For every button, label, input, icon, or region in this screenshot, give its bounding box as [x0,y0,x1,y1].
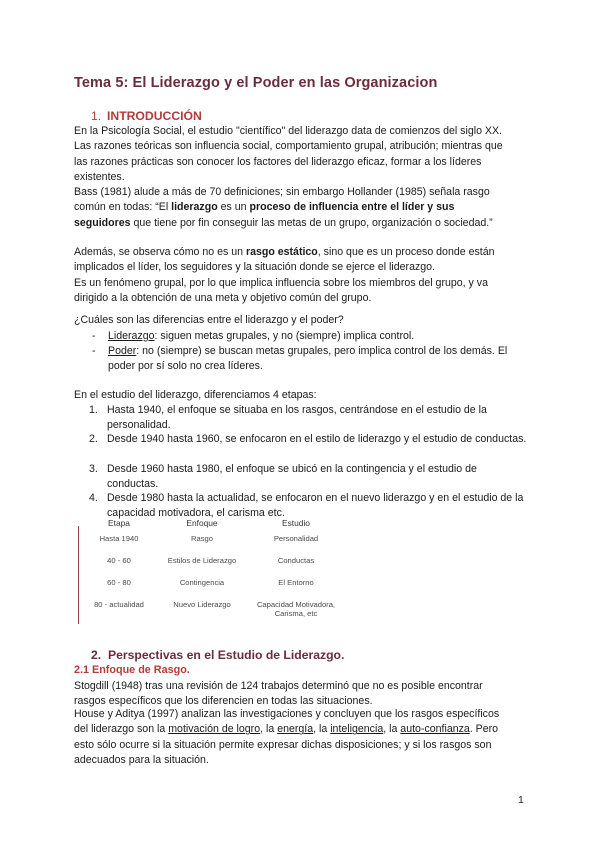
section-title: Perspectivas en el Estudio de Liderazgo. [108,648,345,662]
table-cell: Capacidad Motivadora, Carisma, etc [256,600,336,618]
text-line: adecuados para la situación. [74,754,209,767]
stages-table [80,518,346,622]
stage-item-3: 3. Desde 1960 hasta 1980, el enfoque se ubicó en la contingencia y el estudio de conductas. [89,463,477,491]
list-item-poder: - Poder: no (siempre) se buscan metas grupales, pero implica control de los demás. El poder por sí solo no crea líderes. [92,345,508,373]
text-line: Las razones teóricas son influencia social, comportamiento grupal, atribución; mientras que [74,140,503,153]
list-bullet: - [92,345,96,357]
table-cell: Rasgo [191,534,213,543]
table-header: Estudio [282,518,310,528]
text-line: Bass (1981) alude a más de 70 definiciones; sin embargo Hollander (1985) señala rasgo [74,186,490,198]
section-number: 2. [91,648,102,662]
table-row [80,556,346,578]
table-cell: Estilos de Liderazgo [167,556,237,565]
text-line: seguidores que tiene por fin conseguir las metas de un grupo, organización o sociedad.” [74,216,493,229]
stage-item-2: 2. Desde 1940 hasta 1960, se enfocaron en el estilo de liderazgo y el estudio de conductas. [89,433,527,445]
table-cell: Conductas [277,556,315,565]
table-cell: Personalidad [273,534,319,543]
page-number: 1 [518,794,524,806]
stogdill-paragraph [74,679,534,710]
text-line: implicados el líder, los seguidores y la situación donde se ejerce el liderazgo. [74,261,435,274]
section-heading-introduccion [91,109,202,123]
table-left-rule [78,526,79,624]
list-item-liderazgo: - Liderazgo: siguen metas grupales, y no (siempre) implica control. [92,329,532,344]
stages-intro: En el estudio del liderazgo, diferenciamos 4 etapas: [74,389,317,401]
text-line: común en todas: “El liderazgo es un proceso de influencia entre el líder y sus [74,201,455,214]
section-heading-perspectivas [91,648,344,662]
list-bullet: - [92,330,96,342]
text-line: Stogdill (1948) tras una revisión de 124 trabajos determinó que no es posible encontrar [74,680,483,692]
text-line: esto sólo ocurre si la situación permite expresar dichas disposiciones; y si los rasgos son [74,738,492,751]
table-cell: 60 - 80 [107,578,131,587]
text-line: las razones prácticas son conocer los factores del liderazgo eficaz, formar a los líderes [74,155,482,168]
table-header: Enfoque [186,518,218,528]
definition-paragraph [74,185,534,231]
question-line: ¿Cuáles son las diferencias entre el liderazgo y el poder? [74,314,344,326]
text-line: Además, se observa cómo no es un rasgo estático, sino que es un proceso donde están [74,246,495,258]
table-header: Etapa [108,518,130,528]
stage-item-4: 4. Desde 1980 hasta la actualidad, se enfocaron en el nuevo liderazgo y en el estudio de la capacidad motivadora, el carisma etc. [89,492,524,520]
table-cell: Hasta 1940 [99,534,139,543]
page-title: Tema 5: El Liderazgo y el Poder en las Organizacion [74,75,438,91]
table-row [80,600,346,622]
table-cell: Nuevo Liderazgo [173,600,231,609]
table-row [80,534,346,556]
text-line: Es un fenómeno grupal, por lo que implica influencia sobre los miembros del grupo, y va [74,276,488,289]
stage-item-1: 1. Hasta 1940, el enfoque se situaba en los rasgos, centrándose en el estudio de la personalidad. [89,404,487,432]
table-cell: 40 - 60 [107,556,131,565]
text-line: House y Aditya (1997) analizan las investigaciones y concluyen que los rasgos específicos [74,708,500,720]
table-cell: Contingencia [179,578,225,587]
table-row [80,578,346,600]
text-line: rasgos específicos que los diferencien en todas las situaciones. [74,695,373,708]
text-line: existentes. [74,171,125,184]
section-title: INTRODUCCIÓN [107,109,202,123]
text-line: del liderazgo son la motivación de logro, la energía, la inteligencia, la auto-confianza. Pero [74,723,499,736]
text-line: En la Psicología Social, el estudio "científico" del liderazgo data de comienzos del siglo XX. [74,125,502,137]
section-number: 1. [91,109,102,123]
table-cell: 80 - actualidad [94,600,144,609]
table-cell: El Entorno [278,578,314,587]
intro-paragraph [74,124,534,186]
table-header-row [80,518,346,534]
text-line: dirigido a la obtención de una meta y objetivo común del grupo. [74,292,372,305]
house-aditya-paragraph [74,707,534,769]
process-paragraph [74,245,534,307]
subsection-heading-rasgo: 2.1 Enfoque de Rasgo. [74,664,190,676]
